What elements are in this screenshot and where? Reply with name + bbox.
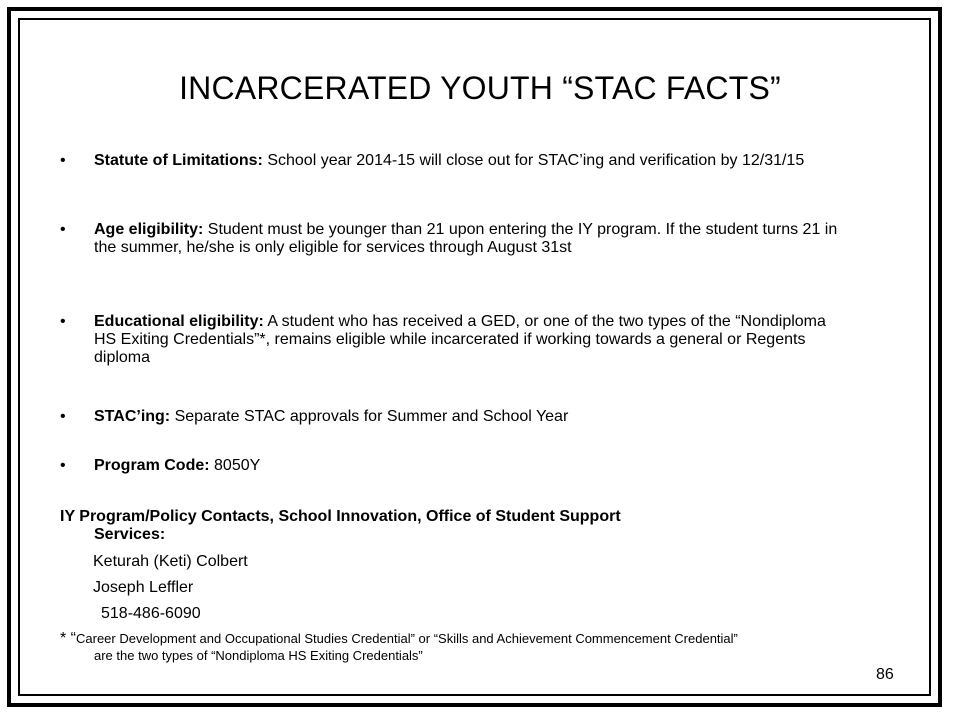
footnote-line1: Career Development and Occupational Studies Credential” or “Skills and Achievement Commencement Credential”	[76, 631, 738, 646]
bullet-label: Age eligibility:	[94, 221, 204, 238]
bullet-label: Educational eligibility:	[94, 313, 264, 330]
contact-phone: 518-486-6090	[101, 605, 201, 622]
contacts-heading	[60, 508, 840, 544]
footnote-marker: * “	[60, 630, 76, 647]
contact-name: Keturah (Keti) Colbert	[93, 553, 248, 570]
bullet-text: Student must be younger than 21 upon entering the IY program. If the student turns 21 in the summer, he/she is only eligible for services through August 31st	[94, 221, 838, 256]
bullet-text: School year 2014-15 will close out for STAC’ing and verification by 12/31/15	[262, 152, 805, 169]
page-number: 86	[876, 666, 894, 683]
bullet-dot: •	[60, 221, 66, 238]
contacts-heading-line1: IY Program/Policy Contacts, School Innovation, Office of Student Support	[60, 508, 621, 525]
footnote	[60, 630, 860, 664]
bullet-program-code	[60, 457, 850, 475]
bullet-dot: •	[60, 457, 66, 474]
bullet-educational-eligibility	[60, 313, 850, 367]
bullet-text: 8050Y	[209, 457, 261, 474]
bullet-label: STAC’ing:	[94, 408, 171, 425]
footnote-line2: are the two types of “Nondiploma HS Exiting Credentials”	[94, 648, 423, 663]
bullet-dot: •	[60, 152, 66, 169]
bullet-dot: •	[60, 313, 66, 330]
bullet-label: Program Code:	[94, 457, 210, 474]
contacts-heading-line2: Services:	[94, 526, 166, 543]
bullet-dot: •	[60, 408, 66, 425]
contact-name: Joseph Leffler	[93, 579, 194, 596]
bullet-statute-of-limitations	[60, 152, 850, 170]
bullet-text: A student who has received a GED, or one of the two types of the “Nondiploma HS Exiting Credentials”*, remains eligible while incarcerated if working towards a general or Regents diploma	[94, 313, 826, 366]
slide-title: INCARCERATED YOUTH “STAC FACTS”	[179, 70, 781, 106]
bullet-text: Separate STAC approvals for Summer and School Year	[170, 408, 569, 425]
bullet-age-eligibility	[60, 221, 850, 257]
bullet-stacing	[60, 408, 850, 426]
bullet-label: Statute of Limitations:	[94, 152, 263, 169]
